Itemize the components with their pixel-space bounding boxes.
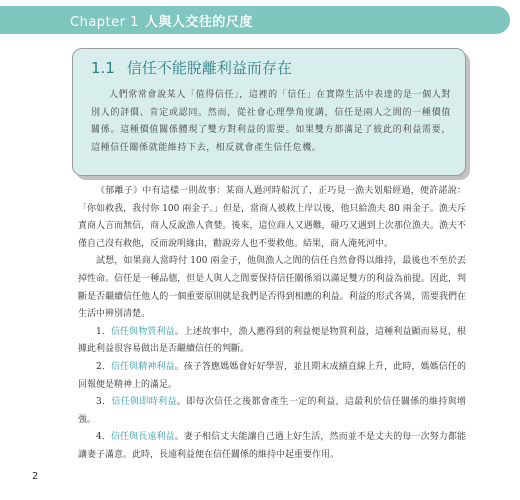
section-heading [91, 57, 292, 78]
item-highlight: 信任與長遠利益 [110, 432, 175, 443]
chapter-label: Chapter 1 [70, 15, 139, 30]
item-number: 4． [96, 432, 111, 443]
item-text: 。即每次信任之後都會產生一定的利益，這最利於信任關係的維持與增強。 [78, 397, 466, 425]
item-text: 。上述故事中，漁人應得到的利益便是物質利益，這種利益顯而易見，根據此利益很容易做出是否繼續信任的判斷。 [78, 326, 466, 355]
item-number: 1． [96, 326, 111, 337]
item-highlight: 信任與物質利益 [110, 326, 175, 337]
item-text: 。妻子相信丈夫能讓自己過上好生活，然而並不是丈夫的每一次努力都能讓妻子滿意。此時，長遠利益便在信任關係的維持中起重要作用。 [78, 432, 466, 460]
section-intro: 人們常常會說某人「值得信任」，這裡的「信任」在實際生活中表達的是一個人對別人的評價、肯定或認同。然而，從社會心理學角度講，信任是兩人之間的一種價值關係。這種價值關係體現了雙方對利益的需要。如果雙方都滿足了彼此的利益需要，這種信任關係就能維持下去，相反就會產生信任危機。 [91, 90, 451, 153]
item-number: 3． [96, 397, 112, 408]
main-content [78, 183, 466, 465]
section-box [72, 48, 466, 176]
chapter-header [70, 11, 253, 30]
list-item [78, 359, 466, 394]
section-title: 信任不能脫離利益而存在 [126, 59, 292, 77]
list-item [78, 429, 466, 464]
item-text: 。孩子答應媽媽會好好學習，並且期末成績直線上升，此時，媽媽信任的回報便是精神上的滿足。 [78, 361, 466, 390]
chapter-title: 人與人交往的尺度 [144, 15, 253, 30]
list-item [78, 394, 466, 429]
paragraph-story: 《郁離子》中有這樣一則故事：某商人過河時船沉了，正巧見一漁夫划船經過，便許諾說：「你如救我，我付你 100 兩金子。」但是，當商人被救上岸以後，他只給漁夫 80 兩金子。漁夫斥責商人言而無信，商人反說漁人貪婪。後來，這位商人又遇難，碰巧又遇到上次那位漁夫。漁夫不僅自己沒有救他，反而說明緣由，勸說旁人也不要救他。結果，商人淹死河中。 [78, 186, 466, 249]
item-highlight: 信任與精神利益 [110, 361, 175, 372]
page-number: 2 [32, 471, 39, 482]
item-number: 2． [96, 361, 111, 372]
item-highlight: 信任與即時利益 [111, 397, 177, 408]
list-item [78, 324, 466, 359]
paragraph-analysis: 試想，如果商人當時付 100 兩金子，他與漁人之間的信任自然會得以維持，最後也不至於丟掉性命。信任是一種品德，但是人與人之間要保持信任關係須以滿足雙方的利益為前提。因此，判斷是否繼續信任他人的一個重要原則就是我們是否得到相應的利益。利益的形式各異，需要我們在生活中辨別清楚。 [78, 256, 466, 320]
section-number: 1.1 [91, 59, 115, 77]
